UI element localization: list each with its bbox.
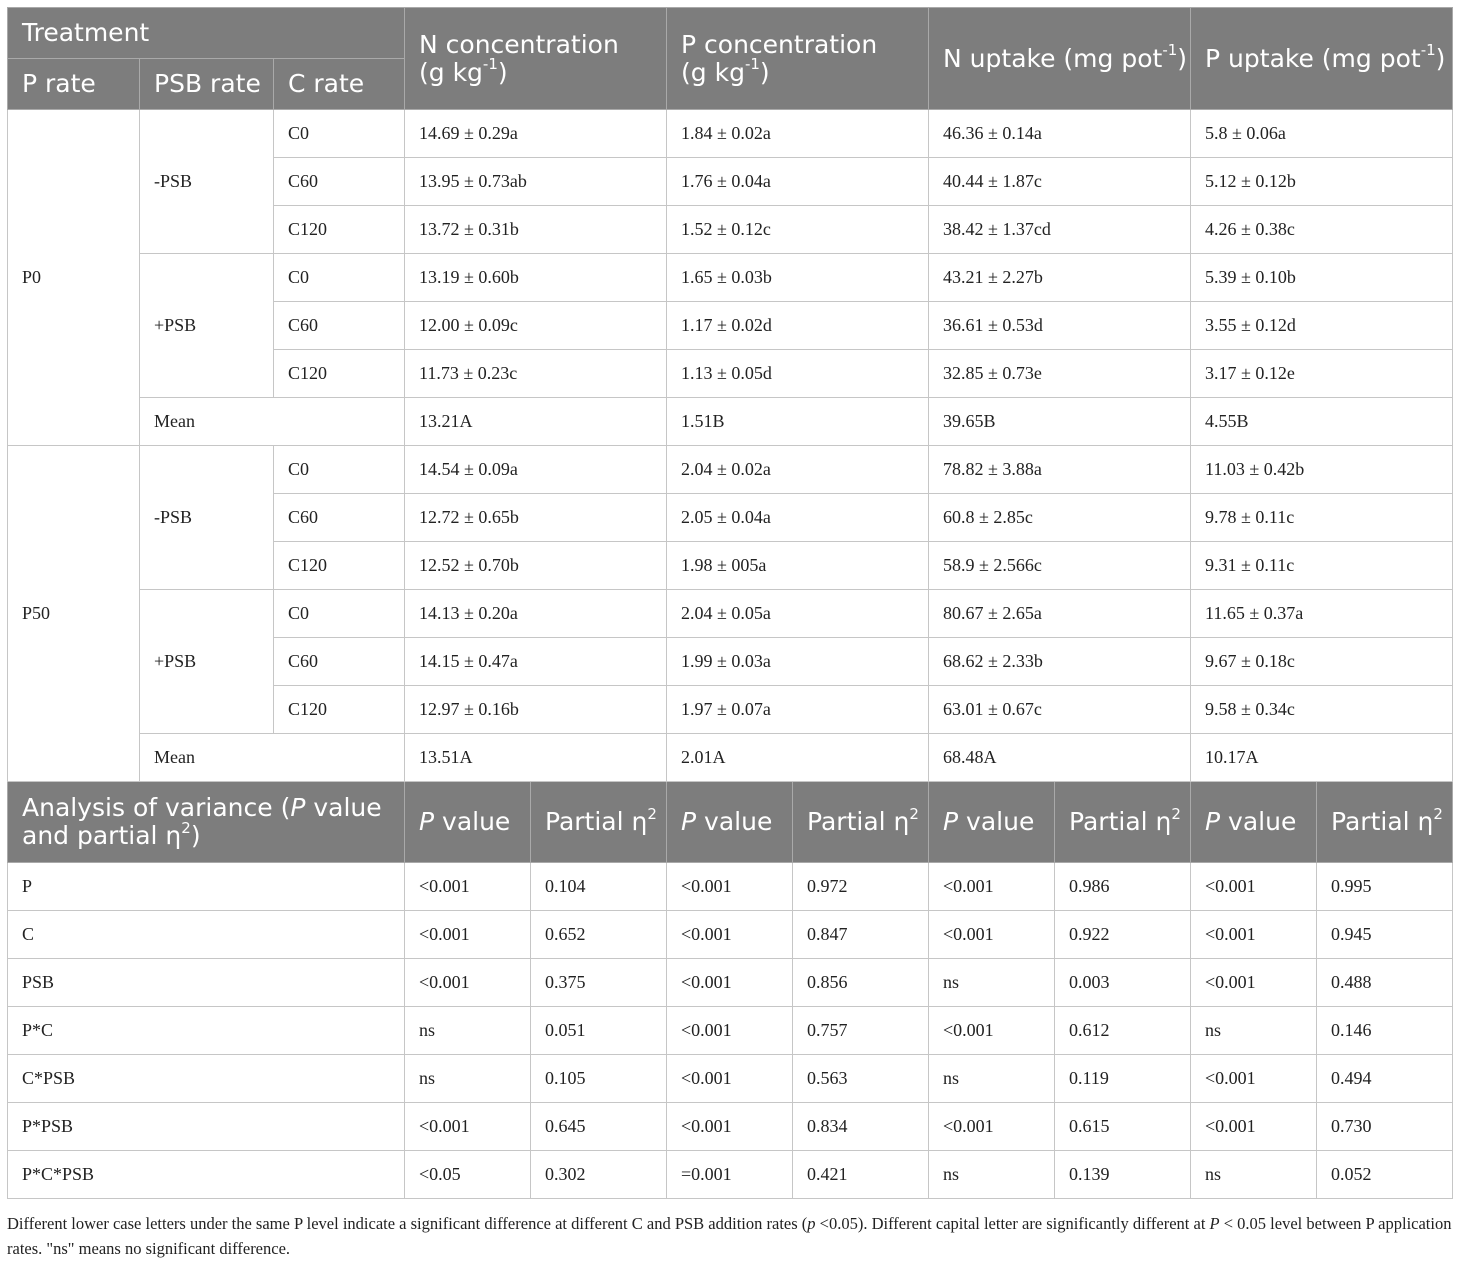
- p-concentration-cell: 1.65 ± 0.03b: [667, 254, 929, 302]
- anova-factor: C*PSB: [8, 1055, 405, 1103]
- p-uptake-p-value-cell: <0.001: [1191, 959, 1317, 1007]
- n-uptake-header: [929, 8, 1191, 110]
- p-uptake-label: P uptake (mg pot: [1205, 43, 1421, 73]
- table-footnote: [7, 1211, 1455, 1261]
- p-uptake-cell: 4.26 ± 0.38c: [1191, 206, 1453, 254]
- n-uptake-p-value-cell: ns: [929, 1055, 1055, 1103]
- p-uptake-header: [1191, 8, 1453, 110]
- partial-eta-label: Partial η: [807, 807, 910, 836]
- p-conc-p-value-cell: <0.001: [667, 1007, 793, 1055]
- c-rate-cell: C60: [274, 158, 405, 206]
- p-conc-partial-eta-cell: 0.834: [793, 1103, 929, 1151]
- anova-title-p: P: [290, 793, 306, 822]
- c-rate-cell: C0: [274, 590, 405, 638]
- p-uptake-p-value-cell: <0.001: [1191, 863, 1317, 911]
- anova-row: [8, 863, 1453, 911]
- n-concentration-cell: 13.95 ± 0.73ab: [405, 158, 667, 206]
- mean-row: [8, 398, 1453, 446]
- n-conc-partial-eta-cell: 0.302: [531, 1151, 667, 1199]
- p-conc-p-value-cell: =0.001: [667, 1151, 793, 1199]
- anova-title-close: ): [190, 821, 201, 850]
- p-concentration-cell: 1.84 ± 0.02a: [667, 110, 929, 158]
- p-value-header: [929, 782, 1055, 863]
- p-rate-cell: P0: [8, 110, 140, 446]
- psb-rate-cell: +PSB: [140, 254, 274, 398]
- partial-eta-sup: 2: [1433, 804, 1443, 823]
- p-uptake-cell: 3.55 ± 0.12d: [1191, 302, 1453, 350]
- anova-factor: P*PSB: [8, 1103, 405, 1151]
- p-uptake-partial-eta-cell: 0.995: [1317, 863, 1453, 911]
- n-uptake-p-value-cell: ns: [929, 959, 1055, 1007]
- c-rate-cell: C120: [274, 686, 405, 734]
- n-conc-partial-eta-cell: 0.375: [531, 959, 667, 1007]
- p-conc-partial-eta-cell: 0.856: [793, 959, 929, 1007]
- p-uptake-partial-eta-cell: 0.494: [1317, 1055, 1453, 1103]
- partial-eta-header: [1317, 782, 1453, 863]
- p-uptake-p-value-cell: ns: [1191, 1151, 1317, 1199]
- mean-n-uptake: 68.48A: [929, 734, 1191, 782]
- p-conc-partial-eta-cell: 0.972: [793, 863, 929, 911]
- p-conc-p-value-cell: <0.001: [667, 863, 793, 911]
- mean-label: Mean: [140, 734, 405, 782]
- n-uptake-cell: 68.62 ± 2.33b: [929, 638, 1191, 686]
- p-value-rest: value: [434, 807, 511, 836]
- p-value-header: [1191, 782, 1317, 863]
- n-concentration-cell: 12.72 ± 0.65b: [405, 494, 667, 542]
- n-uptake-partial-eta-cell: 0.922: [1055, 911, 1191, 959]
- p-conc-p-value-cell: <0.001: [667, 1055, 793, 1103]
- p-uptake-p-value-cell: <0.001: [1191, 1103, 1317, 1151]
- anova-body: [8, 782, 1453, 1199]
- n-uptake-cell: 40.44 ± 1.87c: [929, 158, 1191, 206]
- treatment-body: [8, 110, 1453, 782]
- p-value-rest: value: [696, 807, 773, 836]
- p-conc-p-value-cell: <0.001: [667, 959, 793, 1007]
- p-value-rest: value: [1220, 807, 1297, 836]
- p-uptake-close: ): [1435, 43, 1446, 73]
- n-uptake-partial-eta-cell: 0.615: [1055, 1103, 1191, 1151]
- p-concentration-cell: 1.17 ± 0.02d: [667, 302, 929, 350]
- treatment-header: Treatment: [8, 8, 405, 59]
- p-rate-cell: P50: [8, 446, 140, 782]
- n-conc-p-value-cell: <0.001: [405, 959, 531, 1007]
- c-rate-cell: C60: [274, 302, 405, 350]
- n-concentration-cell: 12.52 ± 0.70b: [405, 542, 667, 590]
- anova-row: [8, 911, 1453, 959]
- p-uptake-p-value-cell: ns: [1191, 1007, 1317, 1055]
- n-conc-partial-eta-cell: 0.105: [531, 1055, 667, 1103]
- footnote-part-2: <0.05). Different capital letter are significantly different at: [815, 1214, 1210, 1233]
- c-rate-cell: C120: [274, 542, 405, 590]
- n-conc-p-value-cell: <0.05: [405, 1151, 531, 1199]
- p-value-italic: P: [419, 807, 435, 836]
- n-uptake-p-value-cell: ns: [929, 1151, 1055, 1199]
- c-rate-cell: C60: [274, 494, 405, 542]
- p-concentration-cell: 1.99 ± 0.03a: [667, 638, 929, 686]
- n-concentration-unit-close: ): [497, 57, 508, 87]
- table-row: [8, 446, 1453, 494]
- n-uptake-cell: 60.8 ± 2.85c: [929, 494, 1191, 542]
- n-uptake-cell: 46.36 ± 0.14a: [929, 110, 1191, 158]
- n-concentration-cell: 13.72 ± 0.31b: [405, 206, 667, 254]
- n-concentration-header: [405, 8, 667, 110]
- c-rate-cell: C0: [274, 110, 405, 158]
- c-rate-cell: C120: [274, 350, 405, 398]
- n-concentration-unit: (g kg: [419, 57, 483, 87]
- anova-title-pre: Analysis of variance (: [22, 793, 291, 822]
- n-uptake-partial-eta-cell: 0.139: [1055, 1151, 1191, 1199]
- p-uptake-p-value-cell: <0.001: [1191, 1055, 1317, 1103]
- p-conc-partial-eta-cell: 0.421: [793, 1151, 929, 1199]
- anova-factor: P*C*PSB: [8, 1151, 405, 1199]
- partial-eta-sup: 2: [909, 804, 919, 823]
- p-uptake-sup: -1: [1420, 41, 1436, 60]
- p-uptake-cell: 11.65 ± 0.37a: [1191, 590, 1453, 638]
- anova-header-row: [8, 782, 1453, 863]
- p-concentration-cell: 1.13 ± 0.05d: [667, 350, 929, 398]
- n-concentration-cell: 11.73 ± 0.23c: [405, 350, 667, 398]
- p-concentration-label: P concentration: [681, 29, 878, 59]
- n-uptake-cell: 58.9 ± 2.566c: [929, 542, 1191, 590]
- n-uptake-p-value-cell: <0.001: [929, 863, 1055, 911]
- footnote-part-1: Different lower case letters under the same P level indicate a significant difference at different C and PSB addition rates (: [7, 1214, 808, 1233]
- p-uptake-cell: 9.78 ± 0.11c: [1191, 494, 1453, 542]
- p-concentration-cell: 1.98 ± 005a: [667, 542, 929, 590]
- mean-n-concentration: 13.51A: [405, 734, 667, 782]
- n-concentration-cell: 14.54 ± 0.09a: [405, 446, 667, 494]
- n-uptake-partial-eta-cell: 0.612: [1055, 1007, 1191, 1055]
- anova-factor: C: [8, 911, 405, 959]
- footnote-italic-p-lower: p: [807, 1214, 816, 1233]
- mean-row: [8, 734, 1453, 782]
- results-table: [7, 7, 1453, 1199]
- c-rate-cell: C0: [274, 254, 405, 302]
- n-concentration-cell: 14.13 ± 0.20a: [405, 590, 667, 638]
- p-uptake-cell: 9.67 ± 0.18c: [1191, 638, 1453, 686]
- n-uptake-cell: 43.21 ± 2.27b: [929, 254, 1191, 302]
- p-concentration-header: [667, 8, 929, 110]
- p-uptake-partial-eta-cell: 0.146: [1317, 1007, 1453, 1055]
- mean-n-uptake: 39.65B: [929, 398, 1191, 446]
- n-uptake-p-value-cell: <0.001: [929, 1103, 1055, 1151]
- anova-title: [8, 782, 405, 863]
- partial-eta-label: Partial η: [1069, 807, 1172, 836]
- n-uptake-label: N uptake (mg pot: [943, 43, 1163, 73]
- psb-rate-cell: +PSB: [140, 590, 274, 734]
- p-conc-partial-eta-cell: 0.847: [793, 911, 929, 959]
- p-value-header: [405, 782, 531, 863]
- p-uptake-partial-eta-cell: 0.730: [1317, 1103, 1453, 1151]
- psb-rate-cell: -PSB: [140, 446, 274, 590]
- anova-factor: PSB: [8, 959, 405, 1007]
- n-uptake-p-value-cell: <0.001: [929, 1007, 1055, 1055]
- partial-eta-sup: 2: [647, 804, 657, 823]
- p-concentration-unit-close: ): [759, 57, 770, 87]
- anova-row: [8, 1103, 1453, 1151]
- p-concentration-cell: 1.76 ± 0.04a: [667, 158, 929, 206]
- p-value-italic: P: [1205, 807, 1221, 836]
- n-uptake-sup: -1: [1162, 41, 1178, 60]
- n-concentration-label: N concentration: [419, 29, 619, 59]
- c-rate-header: C rate: [274, 59, 405, 110]
- mean-p-uptake: 10.17A: [1191, 734, 1453, 782]
- n-uptake-cell: 78.82 ± 3.88a: [929, 446, 1191, 494]
- p-concentration-cell: 2.04 ± 0.02a: [667, 446, 929, 494]
- n-uptake-cell: 32.85 ± 0.73e: [929, 350, 1191, 398]
- partial-eta-header: [531, 782, 667, 863]
- p-conc-p-value-cell: <0.001: [667, 911, 793, 959]
- p-value-italic: P: [681, 807, 697, 836]
- partial-eta-sup: 2: [1171, 804, 1181, 823]
- n-uptake-partial-eta-cell: 0.986: [1055, 863, 1191, 911]
- table-row: [8, 110, 1453, 158]
- anova-title-sup: 2: [181, 818, 191, 837]
- p-conc-partial-eta-cell: 0.563: [793, 1055, 929, 1103]
- n-conc-partial-eta-cell: 0.652: [531, 911, 667, 959]
- mean-p-concentration: 1.51B: [667, 398, 929, 446]
- p-conc-partial-eta-cell: 0.757: [793, 1007, 929, 1055]
- p-value-italic: P: [943, 807, 959, 836]
- n-uptake-p-value-cell: <0.001: [929, 911, 1055, 959]
- p-uptake-cell: 9.31 ± 0.11c: [1191, 542, 1453, 590]
- table-row: [8, 254, 1453, 302]
- mean-n-concentration: 13.21A: [405, 398, 667, 446]
- anova-title-post: value and partial η: [22, 793, 382, 850]
- n-conc-p-value-cell: <0.001: [405, 1103, 531, 1151]
- table-container: [7, 7, 1452, 1199]
- p-concentration-unit-sup: -1: [744, 55, 760, 74]
- p-uptake-cell: 3.17 ± 0.12e: [1191, 350, 1453, 398]
- anova-factor: P*C: [8, 1007, 405, 1055]
- mean-p-uptake: 4.55B: [1191, 398, 1453, 446]
- p-concentration-unit: (g kg: [681, 57, 745, 87]
- anova-row: [8, 1055, 1453, 1103]
- partial-eta-header: [793, 782, 929, 863]
- n-conc-partial-eta-cell: 0.051: [531, 1007, 667, 1055]
- n-uptake-close: ): [1177, 43, 1188, 73]
- p-rate-header: P rate: [8, 59, 140, 110]
- p-uptake-cell: 9.58 ± 0.34c: [1191, 686, 1453, 734]
- footnote-part-3: < 0.05 level between P application rates. "ns" means no significant difference.: [7, 1214, 1452, 1258]
- n-uptake-partial-eta-cell: 0.003: [1055, 959, 1191, 1007]
- p-concentration-cell: 1.97 ± 0.07a: [667, 686, 929, 734]
- header-row-1: [8, 8, 1453, 59]
- n-concentration-cell: 13.19 ± 0.60b: [405, 254, 667, 302]
- n-conc-partial-eta-cell: 0.645: [531, 1103, 667, 1151]
- p-concentration-cell: 2.04 ± 0.05a: [667, 590, 929, 638]
- n-conc-partial-eta-cell: 0.104: [531, 863, 667, 911]
- n-uptake-cell: 63.01 ± 0.67c: [929, 686, 1191, 734]
- p-concentration-cell: 2.05 ± 0.04a: [667, 494, 929, 542]
- anova-row: [8, 1007, 1453, 1055]
- p-uptake-cell: 5.8 ± 0.06a: [1191, 110, 1453, 158]
- p-concentration-cell: 1.52 ± 0.12c: [667, 206, 929, 254]
- table-header: [8, 8, 1453, 110]
- partial-eta-label: Partial η: [1331, 807, 1434, 836]
- n-uptake-cell: 38.42 ± 1.37cd: [929, 206, 1191, 254]
- n-concentration-cell: 14.15 ± 0.47a: [405, 638, 667, 686]
- mean-p-concentration: 2.01A: [667, 734, 929, 782]
- anova-row: [8, 1151, 1453, 1199]
- p-uptake-cell: 11.03 ± 0.42b: [1191, 446, 1453, 494]
- anova-factor: P: [8, 863, 405, 911]
- mean-label: Mean: [140, 398, 405, 446]
- p-uptake-p-value-cell: <0.001: [1191, 911, 1317, 959]
- p-uptake-cell: 5.12 ± 0.12b: [1191, 158, 1453, 206]
- psb-rate-header: PSB rate: [140, 59, 274, 110]
- footnote-italic-p-upper: P: [1209, 1214, 1220, 1233]
- p-value-rest: value: [958, 807, 1035, 836]
- anova-row: [8, 959, 1453, 1007]
- n-conc-p-value-cell: <0.001: [405, 863, 531, 911]
- c-rate-cell: C0: [274, 446, 405, 494]
- n-conc-p-value-cell: ns: [405, 1055, 531, 1103]
- p-uptake-partial-eta-cell: 0.945: [1317, 911, 1453, 959]
- n-concentration-cell: 12.00 ± 0.09c: [405, 302, 667, 350]
- n-concentration-cell: 12.97 ± 0.16b: [405, 686, 667, 734]
- p-uptake-partial-eta-cell: 0.052: [1317, 1151, 1453, 1199]
- n-conc-p-value-cell: <0.001: [405, 911, 531, 959]
- n-uptake-cell: 36.61 ± 0.53d: [929, 302, 1191, 350]
- n-concentration-cell: 14.69 ± 0.29a: [405, 110, 667, 158]
- c-rate-cell: C120: [274, 206, 405, 254]
- psb-rate-cell: -PSB: [140, 110, 274, 254]
- n-conc-p-value-cell: ns: [405, 1007, 531, 1055]
- p-uptake-cell: 5.39 ± 0.10b: [1191, 254, 1453, 302]
- n-concentration-unit-sup: -1: [482, 55, 498, 74]
- c-rate-cell: C60: [274, 638, 405, 686]
- p-uptake-partial-eta-cell: 0.488: [1317, 959, 1453, 1007]
- partial-eta-label: Partial η: [545, 807, 648, 836]
- p-conc-p-value-cell: <0.001: [667, 1103, 793, 1151]
- table-row: [8, 590, 1453, 638]
- partial-eta-header: [1055, 782, 1191, 863]
- p-value-header: [667, 782, 793, 863]
- n-uptake-cell: 80.67 ± 2.65a: [929, 590, 1191, 638]
- n-uptake-partial-eta-cell: 0.119: [1055, 1055, 1191, 1103]
